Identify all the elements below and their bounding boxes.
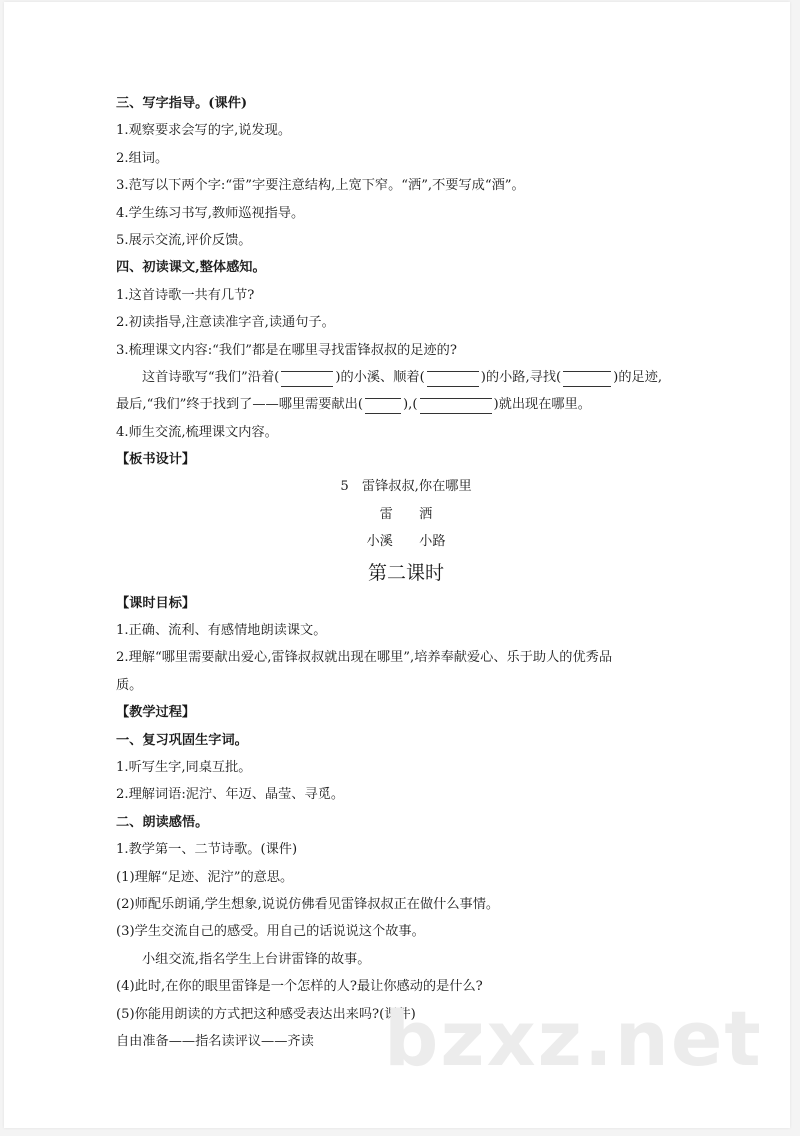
fill-text: )就出现在哪里。 bbox=[493, 397, 591, 413]
text-line: 4.学生练习书写,教师巡视指导。 bbox=[116, 205, 305, 221]
section-heading: 三、写字指导。(课件) bbox=[116, 96, 248, 111]
text-line: 小组交流,指名学生上台讲雷锋的故事。 bbox=[142, 951, 371, 967]
fill-text: )的足迹, bbox=[613, 369, 663, 385]
text-line: 4.师生交流,梳理课文内容。 bbox=[116, 424, 278, 440]
text-line: 1.正确、流利、有感情地朗读课文。 bbox=[116, 623, 327, 639]
text-line: 5.展示交流,评价反馈。 bbox=[116, 232, 252, 248]
text-line: 1.教学第一、二节诗歌。(课件) bbox=[116, 842, 298, 858]
fill-text: 最后,“我们”终于找到了——哪里需要献出( bbox=[116, 397, 364, 413]
fill-text: )的小路,寻找( bbox=[480, 369, 562, 385]
text-line: 2.组词。 bbox=[116, 150, 169, 166]
text-line: (4)此时,在你的眼里雷锋是一个怎样的人?最让你感动的是什么? bbox=[116, 979, 483, 995]
section-heading: 一、复习巩固生字词。 bbox=[116, 732, 248, 748]
text-line: 1.听写生字,同桌互批。 bbox=[116, 759, 252, 775]
section-heading: 【课时目标】 bbox=[116, 595, 196, 611]
fill-in-line bbox=[116, 391, 696, 418]
text-line: 1.观察要求会写的字,说发现。 bbox=[116, 123, 292, 139]
fill-in-line bbox=[116, 364, 696, 391]
text-line: 3.范写以下两个字:“雷”字要注意结构,上宽下窄。“洒”,不要写成“酒”。 bbox=[116, 178, 525, 194]
board-chars: 雷 洒 bbox=[379, 506, 433, 522]
text-line: 2.理解词语:泥泞、年迈、晶莹、寻觅。 bbox=[116, 787, 345, 803]
section-heading: 四、初读课文,整体感知。 bbox=[116, 260, 266, 276]
text-line: 1.这首诗歌一共有几节? bbox=[116, 287, 255, 303]
board-words: 小溪 小路 bbox=[366, 534, 446, 550]
text-line: (3)学生交流自己的感受。用自己的话说说这个故事。 bbox=[116, 924, 425, 940]
lesson-title: 第二课时 bbox=[367, 561, 444, 584]
board-heading: 【板书设计】 bbox=[116, 452, 196, 468]
section-heading: 二、朗读感悟。 bbox=[116, 814, 209, 830]
watermark: bzxz.net bbox=[384, 994, 763, 1083]
text-line: 3.梳理课文内容:“我们”都是在哪里寻找雷锋叔叔的足迹的? bbox=[116, 342, 457, 358]
fill-text: ),( bbox=[403, 397, 418, 413]
text-line: (2)师配乐朗诵,学生想象,说说仿佛看见雷锋叔叔正在做什么事情。 bbox=[116, 896, 500, 912]
blank-box bbox=[563, 371, 611, 387]
text-line: (1)理解“足迹、泥泞”的意思。 bbox=[116, 869, 294, 885]
section-heading: 【教学过程】 bbox=[116, 705, 196, 721]
text-line: 质。 bbox=[116, 677, 143, 693]
text-line: 2.理解“哪里需要献出爱心,雷锋叔叔就出现在哪里”,培养奉献爱心、乐于助人的优秀品 bbox=[116, 650, 613, 666]
text-line: (5)你能用朗读的方式把这种感受表达出来吗?(课件) bbox=[116, 1006, 416, 1022]
text-line: 自由准备——指名读评议——齐读 bbox=[116, 1033, 314, 1049]
fill-text: )的小溪、顺着( bbox=[335, 369, 425, 385]
board-title: 5 雷锋叔叔,你在哪里 bbox=[340, 479, 472, 495]
fill-text: 这首诗歌写“我们”沿着( bbox=[142, 369, 280, 385]
document-content bbox=[116, 90, 696, 1055]
text-line: 2.初读指导,注意读准字音,读通句子。 bbox=[116, 315, 335, 331]
blank-box bbox=[427, 371, 479, 387]
document-page bbox=[4, 2, 790, 1128]
blank-box bbox=[281, 371, 333, 387]
blank-box bbox=[420, 398, 492, 414]
blank-box bbox=[365, 398, 401, 414]
